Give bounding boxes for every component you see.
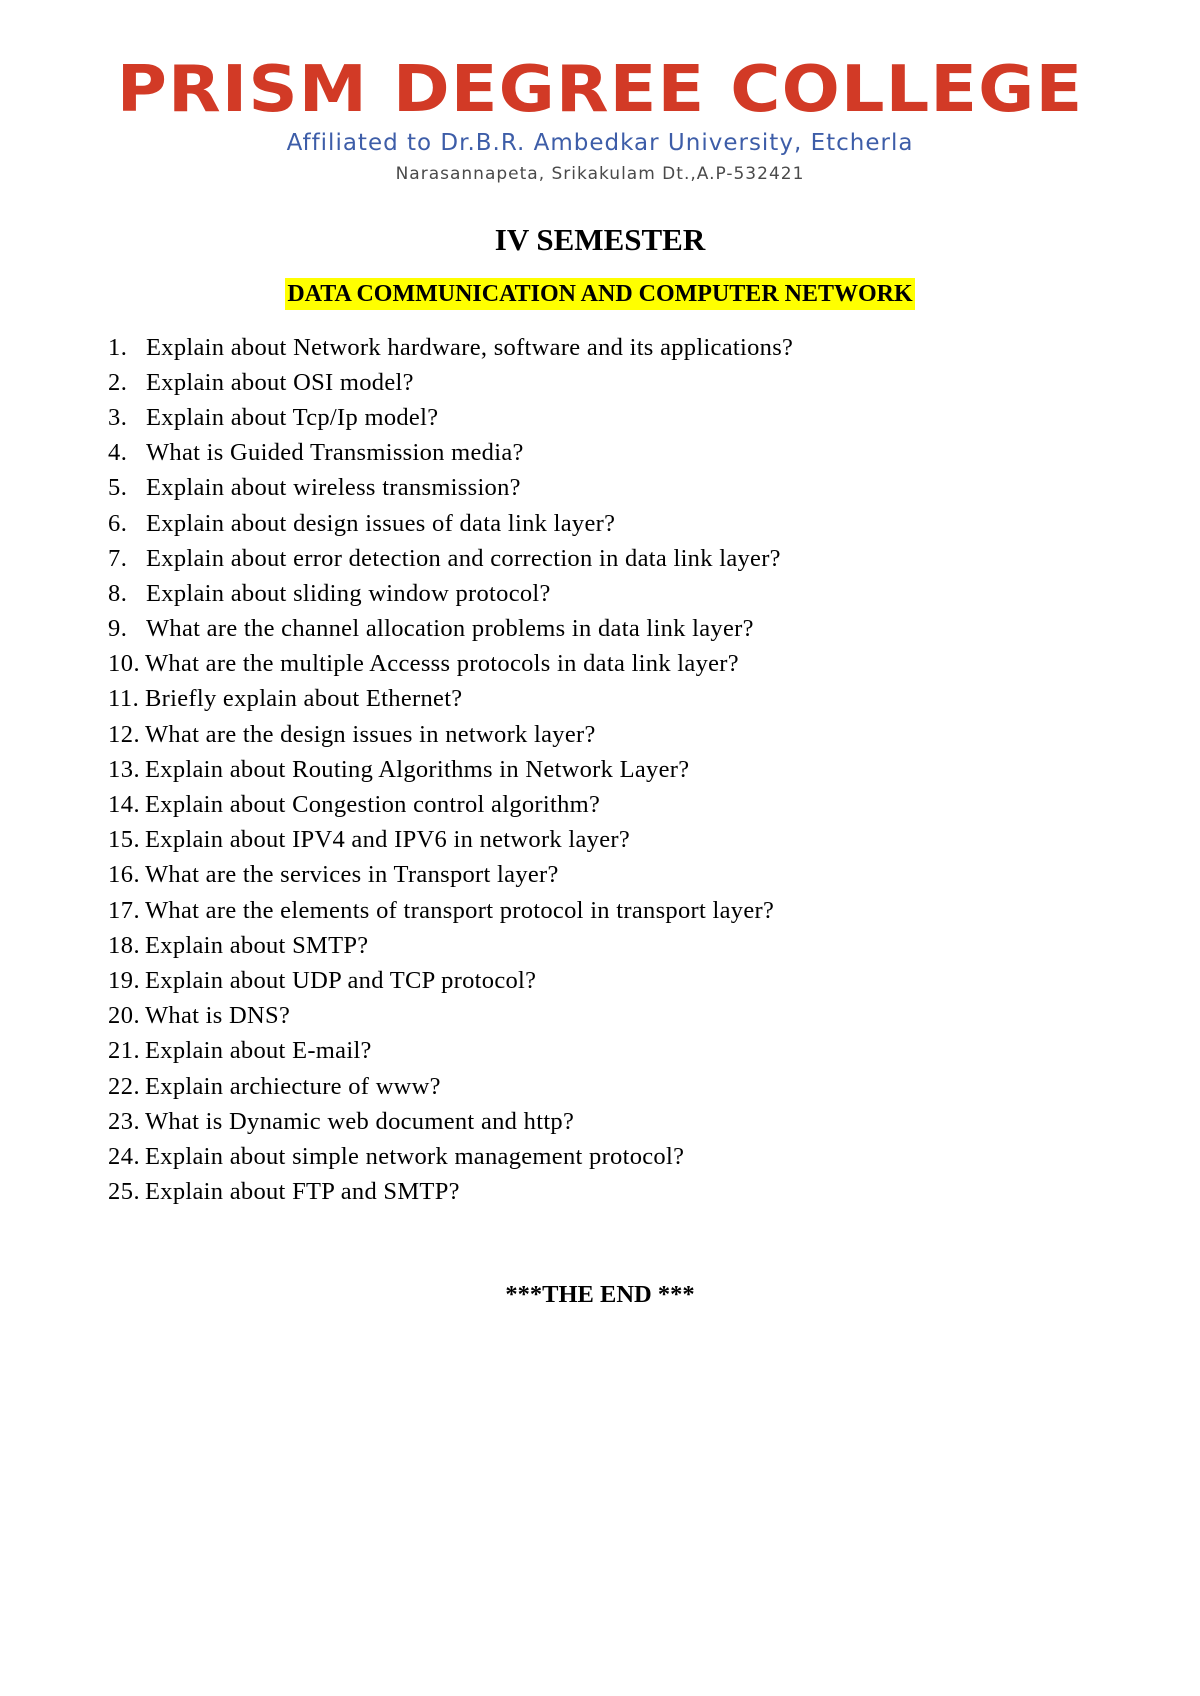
question-text: Explain about UDP and TCP protocol? [145,966,537,994]
question-item [108,787,1108,822]
question-item [108,893,1108,928]
question-number: 16. [108,861,141,889]
question-item [108,999,1108,1034]
question-text: Explain about wireless transmission? [146,474,521,502]
question-text: Explain about FTP and SMTP? [145,1178,460,1206]
question-number: 17. [108,896,141,924]
question-item [108,506,1108,541]
question-item [108,1139,1108,1174]
question-text: What is DNS? [145,1002,291,1030]
question-item [108,752,1108,787]
question-text: Explain about error detection and correction in data link layer? [146,544,781,572]
college-affiliation: Affiliated to Dr.B.R. Ambedkar University, Etcherla [286,130,914,156]
question-number: 4. [108,439,128,467]
question-text: Explain about Network hardware, software and its applications? [146,333,794,361]
question-text: Explain about OSI model? [146,368,414,396]
question-text: Explain archiecture of www? [145,1072,441,1100]
question-text: Explain about E-mail? [145,1037,372,1065]
question-number: 19. [108,966,141,994]
college-name: PRISM DEGREE COLLEGE [116,53,1084,127]
question-item [108,1034,1108,1069]
semester-title: IV SEMESTER [494,222,706,257]
question-item [108,330,1108,365]
question-text: What are the elements of transport protocol in transport layer? [145,896,775,924]
question-number: 6. [108,509,128,537]
question-number: 7. [108,544,128,572]
question-list [108,330,1108,1210]
question-number: 12. [108,720,141,748]
question-number: 21. [108,1037,141,1065]
question-number: 20. [108,1002,141,1030]
question-item [108,471,1108,506]
question-number: 18. [108,931,141,959]
question-item [108,576,1108,611]
question-number: 13. [108,755,141,783]
question-text: Explain about design issues of data link layer? [146,509,616,537]
question-text: Explain about Congestion control algorithm? [145,791,601,819]
question-number: 25. [108,1178,141,1206]
question-number: 24. [108,1142,141,1170]
question-item [108,436,1108,471]
question-item [108,928,1108,963]
question-number: 14. [108,791,141,819]
question-number: 22. [108,1072,141,1100]
question-number: 5. [108,474,128,502]
question-text: What are the channel allocation problems in data link layer? [146,615,754,643]
question-number: 2. [108,368,128,396]
question-text: Explain about Routing Algorithms in Network Layer? [145,755,690,783]
question-item [108,823,1108,858]
question-text: Explain about simple network management protocol? [145,1142,685,1170]
question-text: What are the services in Transport layer? [145,861,559,889]
subject-title: DATA COMMUNICATION AND COMPUTER NETWORK [285,278,914,310]
question-text: What are the multiple Accesss protocols in data link layer? [145,650,739,678]
subject-heading [0,278,1200,310]
question-item [108,1175,1108,1210]
question-item [108,541,1108,576]
question-text: What are the design issues in network layer? [145,720,596,748]
college-address: Narasannapeta, Srikakulam Dt.,A.P-532421 [395,164,805,184]
question-text: What is Dynamic web document and http? [145,1107,575,1135]
question-text: Briefly explain about Ethernet? [145,685,463,713]
question-item [108,963,1108,998]
question-item [108,400,1108,435]
question-item [108,647,1108,682]
question-number: 23. [108,1107,141,1135]
question-number: 10. [108,650,141,678]
question-text: What is Guided Transmission media? [146,439,524,467]
question-item [108,365,1108,400]
question-item [108,717,1108,752]
question-item [108,1104,1108,1139]
question-item [108,682,1108,717]
question-number: 1. [108,333,128,361]
question-number: 8. [108,579,128,607]
question-text: Explain about sliding window protocol? [146,579,551,607]
question-text: Explain about Tcp/Ip model? [146,403,439,431]
question-number: 11. [108,685,140,713]
question-text: Explain about IPV4 and IPV6 in network layer? [145,826,631,854]
question-item [108,612,1108,647]
question-item [108,858,1108,893]
question-number: 9. [108,615,128,643]
question-number: 3. [108,403,128,431]
question-number: 15. [108,826,141,854]
end-marker: ***THE END *** [505,1281,695,1308]
question-text: Explain about SMTP? [145,931,369,959]
question-item [108,1069,1108,1104]
